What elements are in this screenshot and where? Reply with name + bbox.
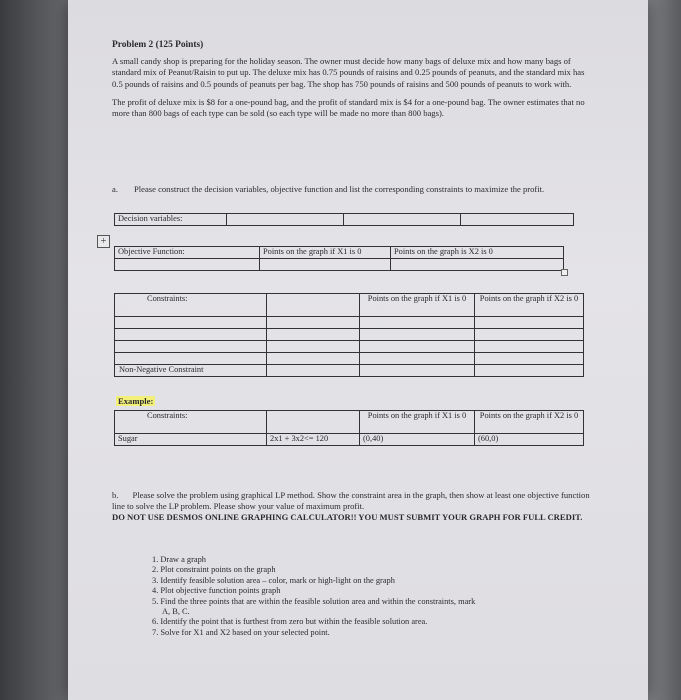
background-left (0, 0, 70, 700)
step-item: 1. Draw a graph (152, 555, 206, 564)
constraint-cell[interactable] (267, 317, 360, 329)
constraint-cell[interactable] (360, 341, 475, 353)
decision-variables-table (114, 213, 574, 226)
decision-variables-label: Decision variables: (115, 214, 227, 226)
objective-col-x2: Points on the graph is X2 is 0 (391, 247, 564, 259)
part-b-text: Please solve the problem using graphical LP method. Show the constraint area in the graph, then show at least one objective function line to solve the LP problem. Please show your value of maximum profit. (112, 490, 590, 512)
constraint-cell[interactable] (360, 353, 475, 365)
example-row-label: Sugar (115, 434, 267, 446)
resize-handle-icon[interactable] (561, 269, 568, 276)
part-b-letter: b. (112, 490, 119, 500)
example-heading (116, 396, 155, 406)
example-row-expression: 2x1 + 3x2<= 120 (267, 434, 360, 446)
example-point-x1: (0,40) (360, 434, 475, 446)
constraint-cell[interactable] (360, 365, 475, 377)
example-expr-header (267, 411, 360, 434)
constraint-cell[interactable] (267, 353, 360, 365)
constraints-col-x2: Points on the graph if X2 is 0 (475, 294, 584, 317)
decision-cell[interactable] (461, 214, 574, 226)
objective-cell[interactable] (115, 259, 260, 271)
step-item: 4. Plot objective function points graph (152, 586, 281, 596)
step-item: A, B, C. (162, 607, 190, 617)
objective-cell[interactable] (260, 259, 391, 271)
constraint-cell[interactable] (475, 317, 584, 329)
steps-list (152, 555, 475, 638)
example-point-x2: (60,0) (475, 434, 584, 446)
part-b-question (112, 490, 602, 524)
decision-cell[interactable] (344, 214, 461, 226)
nonneg-constraint-label: Non-Negative Constraint (115, 365, 267, 377)
constraints-label: Constraints: (115, 294, 267, 317)
objective-col-x1: Points on the graph if X1 is 0 (260, 247, 391, 259)
part-a-question (112, 183, 582, 195)
constraint-cell[interactable] (475, 353, 584, 365)
step-item: 6. Identify the point that is furthest from zero but within the feasible solution area. (152, 617, 428, 627)
problem-statement (112, 40, 592, 126)
objective-label: Objective Function: (115, 247, 260, 259)
step-item: 2. Plot constraint points on the graph (152, 565, 276, 575)
constraints-table (114, 293, 584, 377)
step-item: 5. Find the three points that are within the feasible solution area and within the constraints, mark (152, 596, 476, 606)
constraints-col-x1: Points on the graph if X1 is 0 (360, 294, 475, 317)
constraint-cell[interactable] (475, 329, 584, 341)
objective-function-table (114, 246, 564, 271)
constraint-cell[interactable] (115, 317, 267, 329)
example-label: Example: (118, 396, 154, 406)
problem-paragraph-1: A small candy shop is preparing for the holiday season. The owner must decide how many bags of deluxe mix and how many bags of standard mix of Peanut/Raisin to put up. The deluxe mix has 0.75 pounds of raisins and 0.25 pounds of peanuts, and the standard mix has 0.5 pounds of raisins and 0.5 pounds of peanuts per bag. The shop has 750 pounds of raisins and 500 pounds of peanuts to work with. (112, 56, 585, 89)
add-row-icon[interactable]: + (97, 235, 110, 248)
constraint-cell[interactable] (267, 365, 360, 377)
step-item: 3. Identify feasible solution area – color, mark or high-light on the graph (152, 575, 395, 585)
objective-cell[interactable] (391, 259, 564, 271)
paper-sheet (68, 0, 648, 700)
constraints-expr-header (267, 294, 360, 317)
constraint-cell[interactable] (475, 365, 584, 377)
constraint-cell[interactable] (115, 353, 267, 365)
part-b-warning: DO NOT USE DESMOS ONLINE GRAPHING CALCULATOR!! YOU MUST SUBMIT YOUR GRAPH FOR FULL CREDIT. (112, 512, 583, 523)
part-a-text: Please construct the decision variables, objective function and list the corresponding constraints to maximize the profit. (133, 184, 545, 194)
example-col-x1: Points on the graph if X1 is 0 (360, 411, 475, 434)
part-a-letter: a. (112, 184, 118, 194)
step-item: 7. Solve for X1 and X2 based on your selected point. (152, 627, 330, 637)
example-col-x2: Points on the graph if X2 is 0 (475, 411, 584, 434)
problem-title: Problem 2 (125 Points) (112, 40, 204, 50)
decision-cell[interactable] (227, 214, 344, 226)
constraint-cell[interactable] (475, 341, 584, 353)
example-table (114, 410, 584, 446)
constraint-cell[interactable] (360, 329, 475, 341)
problem-paragraph-2: The profit of deluxe mix is $8 for a one-pound bag, and the profit of standard mix is $4 for a one-pound bag. The owner estimates that no more than 800 bags of each type can be sold (so each type will be made no more than 800 bags). (112, 96, 585, 119)
constraint-cell[interactable] (115, 329, 267, 341)
constraint-cell[interactable] (360, 317, 475, 329)
constraint-cell[interactable] (267, 329, 360, 341)
example-constraints-label: Constraints: (115, 411, 267, 434)
constraint-cell[interactable] (267, 341, 360, 353)
constraint-cell[interactable] (115, 341, 267, 353)
